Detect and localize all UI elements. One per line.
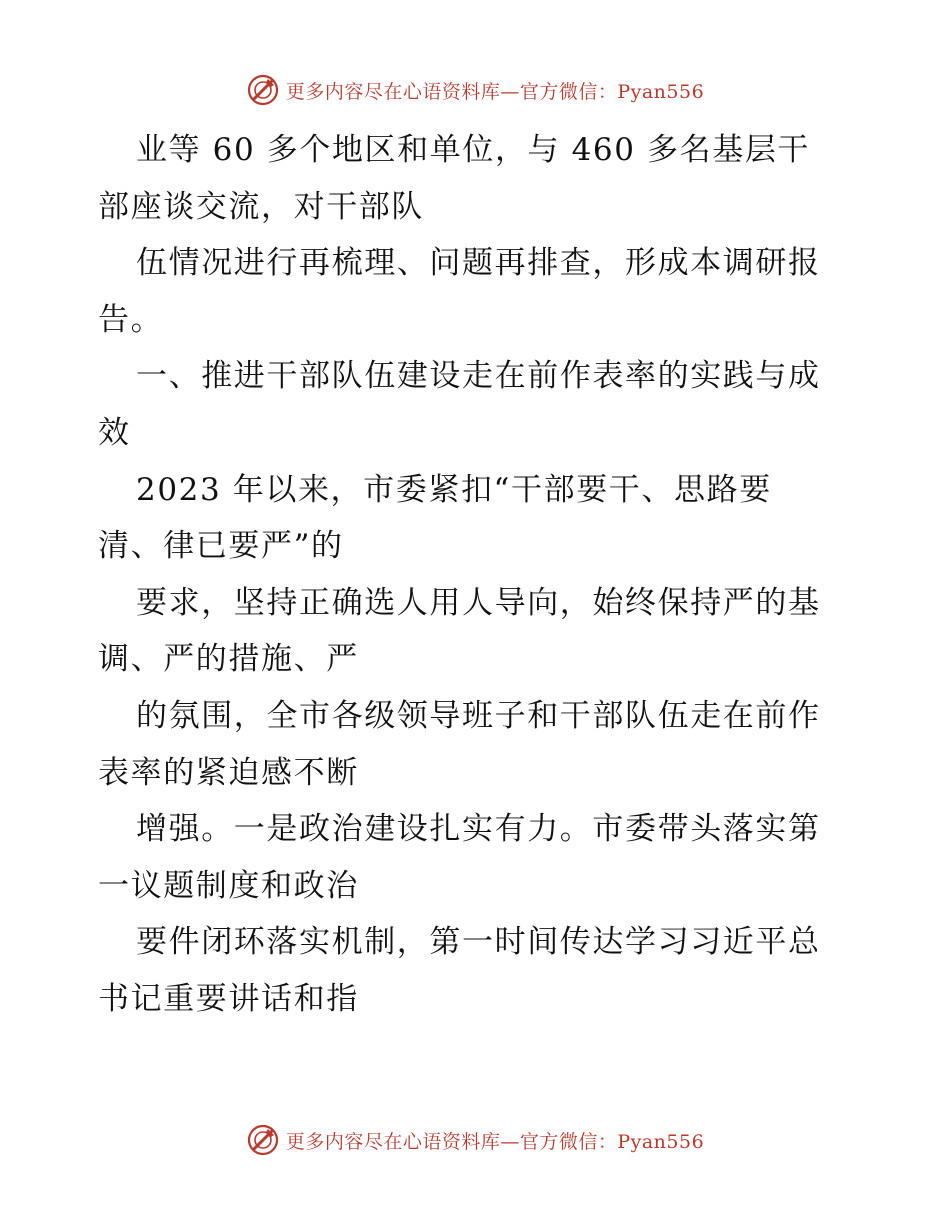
document-body	[98, 122, 858, 1028]
text-line-1: 业等 60 多个地区和单位，与 460 多名基层干	[136, 132, 811, 168]
header-watermark-banner	[0, 70, 950, 110]
footer-watermark-banner	[0, 1120, 950, 1160]
section-heading-line-1: 一、推进干部队伍建设走在前作表率的实践与成	[136, 358, 821, 395]
text-line-12: 表率的紧迫感不断	[98, 754, 359, 791]
text-line-4: 告。	[98, 301, 164, 338]
watermark-text: 更多内容尽在心语资料库—官方微信：Pyan556	[285, 80, 705, 103]
text-line-2: 部座谈交流，对干部队	[98, 188, 424, 225]
section-heading-line-2: 效	[98, 414, 131, 451]
text-line-14: 一议题制度和政治	[98, 867, 359, 904]
text-line-8: 清、律已要严”的	[98, 528, 344, 565]
text-line-13: 增强。一是政治建设扎实有力。市委带头落实第	[136, 811, 821, 848]
text-line-9: 要求，坚持正确选人用人导向，始终保持严的基	[136, 584, 821, 621]
text-line-16: 书记重要讲话和指	[98, 980, 359, 1017]
text-line-3: 伍情况进行再梳理、问题再排查，形成本调研报	[136, 245, 821, 282]
text-line-7: 2023 年以来，市委紧扣“干部要干、思路要	[136, 471, 772, 508]
text-line-15: 要件闭环落实机制，第一时间传达学习习近平总	[136, 924, 821, 961]
text-line-10: 调、严的措施、严	[98, 641, 359, 678]
text-line-11: 的氛围，全市各级领导班子和干部队伍走在前作	[136, 697, 821, 734]
watermark-text: 更多内容尽在心语资料库—官方微信：Pyan556	[285, 1130, 705, 1153]
seal-logo-icon	[246, 73, 280, 107]
seal-logo-icon	[246, 1123, 280, 1157]
